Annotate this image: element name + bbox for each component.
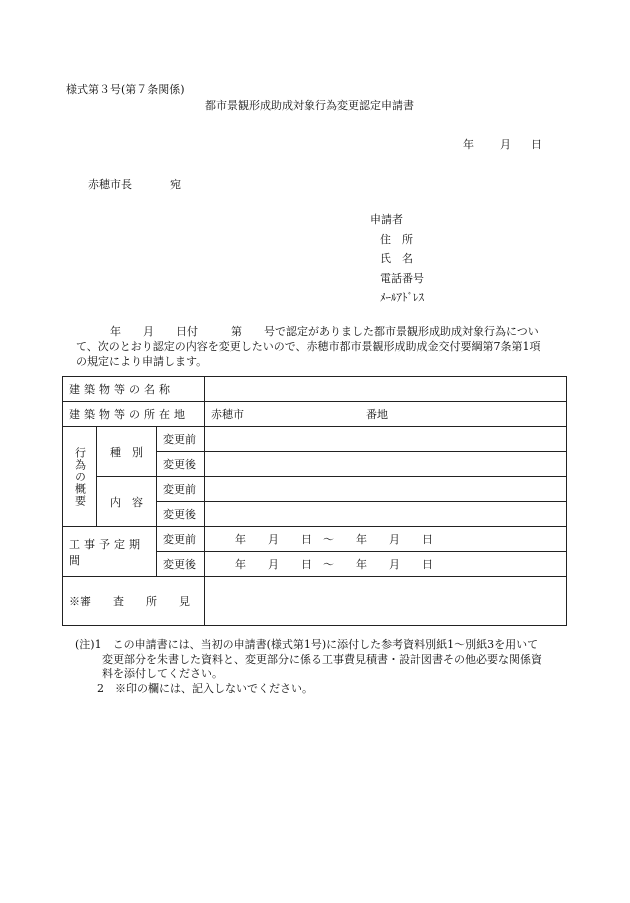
notes (75, 638, 575, 696)
schedule-before-period[interactable]: 年 月 日 ～ 年 月 日 (205, 527, 567, 552)
location-city: 赤穂市 (211, 408, 245, 421)
type-after-field[interactable] (205, 452, 567, 477)
content-after-field[interactable] (205, 502, 567, 527)
content-after-label: 変更後 (157, 502, 205, 527)
applicant-label: 申請者 (370, 213, 403, 226)
type-label: 種 別 (97, 427, 157, 477)
content-before-label: 変更前 (157, 477, 205, 502)
schedule-before-label: 変更前 (157, 527, 205, 552)
date-year-label: 年 (463, 138, 474, 151)
note-line-1: (注)1 この申請書には、当初の申請書(様式第1号)に添付した参考資料別紙1～別紙3を用いて (75, 638, 539, 651)
form-number: 様式第３号(第７条関係) (66, 83, 185, 96)
addressee (88, 178, 181, 191)
location-suffix: 番地 (366, 408, 389, 421)
note-line-2: 変更部分を朱書した資料と、変更部分に係る工事費見積書・設計図書その他必要な関係資 (102, 652, 542, 666)
addressee-name: 赤穂市長 (88, 178, 132, 191)
content-label: 内 容 (97, 477, 157, 527)
schedule-after-label: 変更後 (157, 552, 205, 577)
date-month-label: 月 (500, 138, 511, 151)
applicant-phone-label: 電話番号 (380, 271, 424, 285)
application-table (62, 376, 567, 626)
applicant-address-label: 住 所 (380, 232, 413, 246)
body-line-1: 年 月 日付 第 号で認定がありました都市景観形成助成対象行為につい (110, 325, 539, 338)
act-overview-label: 行為の概要 (63, 427, 97, 527)
note-line-3: 料を添付してください。 (102, 667, 223, 680)
building-location-field[interactable] (205, 402, 567, 427)
schedule-after-period[interactable]: 年 月 日 ～ 年 月 日 (205, 552, 567, 577)
note-line-4: 2 ※印の欄には、記入しないでください。 (97, 681, 313, 695)
applicant-block (370, 213, 424, 311)
application-body (76, 324, 572, 369)
document-title: 都市景観形成助成対象行為変更認定申請書 (205, 99, 414, 112)
content-before-field[interactable] (205, 477, 567, 502)
building-name-label: 建築物等の名称 (63, 377, 205, 402)
date-day-label: 日 (531, 138, 542, 151)
type-before-label: 変更前 (157, 427, 205, 452)
applicant-email-label: ﾒｰﾙｱﾄﾞﾚｽ (380, 291, 424, 304)
applicant-name-label: 氏 名 (380, 252, 413, 265)
addressee-suffix: 宛 (170, 178, 181, 191)
building-name-field[interactable] (205, 377, 567, 402)
body-line-3: の規定により申請します。 (76, 355, 208, 368)
type-after-label: 変更後 (157, 452, 205, 477)
building-location-label: 建築物等の所在地 (63, 402, 205, 427)
schedule-label: 工事予定期間 (63, 527, 157, 577)
date-line (463, 138, 542, 151)
type-before-field[interactable] (205, 427, 567, 452)
review-field (205, 577, 567, 626)
body-line-2: て、次のとおり認定の内容を変更したいので、赤穂市都市景観形成助成金交付要綱第7条第1項 (76, 340, 541, 353)
review-label: ※審 査 所 見 (63, 577, 205, 626)
